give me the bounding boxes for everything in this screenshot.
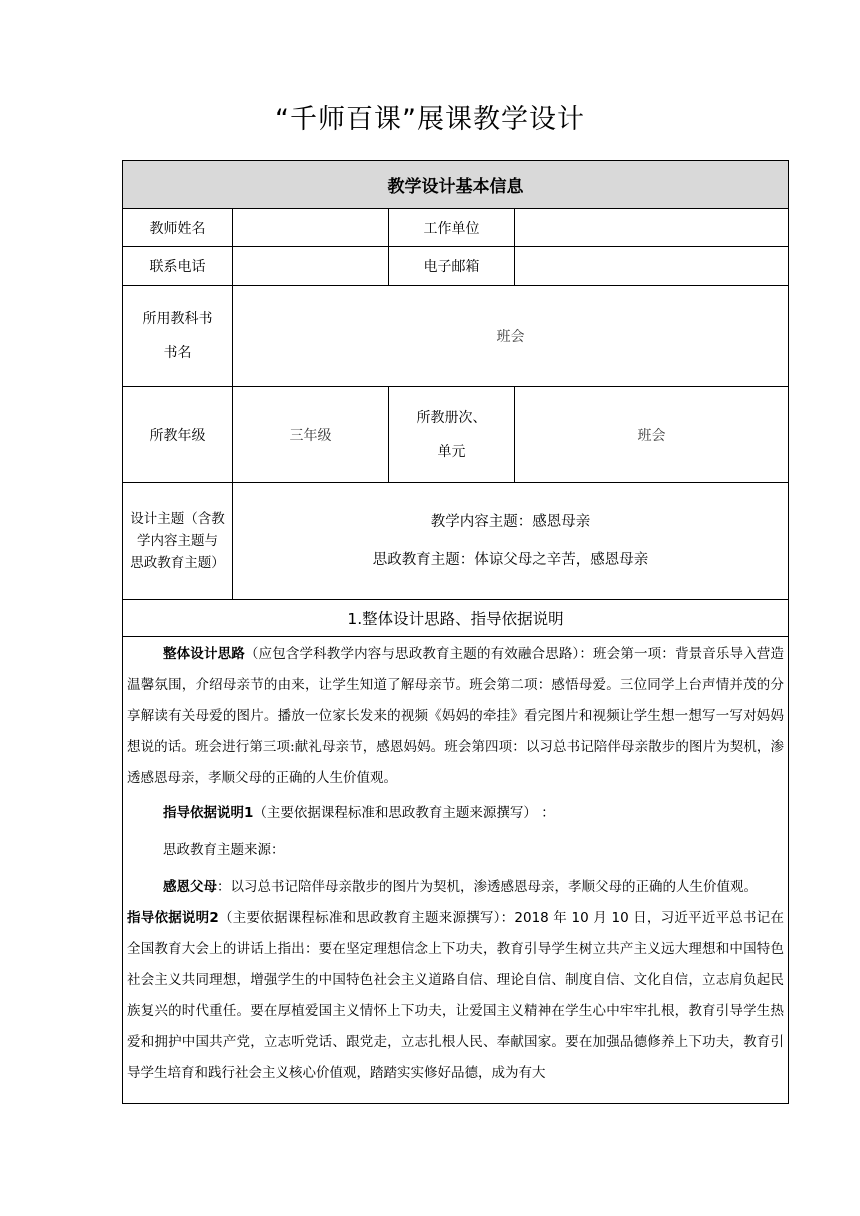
page-title: “千师百课”展课教学设计 [275, 104, 585, 135]
guidance-2-note: （主要依据课程标准和思政教育主题来源撰写） [218, 910, 501, 926]
design-theme-label-line-2: 学内容主题与 [137, 533, 218, 549]
design-theme-label [123, 483, 233, 600]
source-label-paragraph [127, 835, 784, 866]
teaching-content-theme: 教学内容主题：感恩母亲 [430, 514, 591, 530]
design-theme-value[interactable] [233, 483, 789, 600]
textbook-label [123, 286, 233, 387]
email-field[interactable] [515, 247, 789, 286]
textbook-label-line-1: 所用教科书 [142, 311, 213, 327]
gratitude-text: ：以习总书记陪伴母亲散步的图片为契机，渗透感恩母亲，孝顺父母的正确的人生价值观。 [217, 879, 757, 895]
section-1-title: 1.整体设计思路、指导依据说明 [123, 600, 789, 637]
overall-design-text: （应包含学科教学内容与思政教育主题的有效融合思路）：班会第一项：背景音乐导入营造温馨氛围，介绍母亲节的由来，让学生知道了解母亲节。班会第二项：感悟母爱。三位同学上台声情并茂的分享解读有关母爱的图片。播放一位家长发来的视频《妈妈的牵挂》看完图片和视频让学生想一想写一写对妈妈想说的话。班会进行第三项:献礼母亲节，感恩妈妈。班会第四项：以习总书记陪伴母亲散步的图片为契机，渗透感恩母亲，孝顺父母的正确的人生价值观。 [127, 646, 785, 786]
guidance-2-heading: 指导依据说明2 [127, 910, 219, 926]
grade-label: 所教年级 [123, 387, 233, 483]
work-unit-field[interactable] [515, 209, 789, 247]
guidance-1-paragraph [127, 798, 784, 829]
guidance-1-text: （主要依据课程标准和思政教育主题来源撰写） ： [253, 805, 555, 821]
gratitude-heading: 感恩父母 [163, 879, 217, 895]
volume-value[interactable]: 班会 [515, 387, 789, 483]
email-label: 电子邮箱 [389, 247, 515, 286]
volume-label-line-2: 单元 [437, 443, 466, 460]
phone-field[interactable] [233, 247, 389, 286]
overall-design-heading: 整体设计思路 [163, 646, 245, 662]
design-rationale-body[interactable] [123, 637, 789, 1104]
guidance-2-text: ：2018 年 10 月 10 日，习近平近平总书记在全国教育大会上的讲话上指出：要在坚定理想信念上下功夫，教育引导学生树立共产主义远大理想和中国特色社会主义共同理想，增强学生的中国特色社会主义道路自信、理论自信、制度自信、文化自信，立志肩负起民族复兴的时代重任。要在厚植爱国主义情怀上下功夫，让爱国主义精神在学生心中牢牢扎根，教育引导学生热爱和拥护中国共产党，立志听党话、跟党走，立志扎根人民、奉献国家。要在加强品德修养上下功夫，教育引导学生培育和践行社会主义核心价值观，踏踏实实修好品德，成为有大 [127, 910, 785, 1081]
grade-value[interactable]: 三年级 [233, 387, 389, 483]
gratitude-paragraph [127, 872, 784, 903]
textbook-value[interactable]: 班会 [233, 286, 789, 387]
work-unit-label: 工作单位 [389, 209, 515, 247]
source-label-text: 思政教育主题来源： [163, 842, 285, 858]
volume-label-line-1: 所教册次、 [416, 409, 487, 426]
teacher-name-field[interactable] [233, 209, 389, 247]
ideological-education-theme: 思政教育主题：体谅父母之辛苦，感恩母亲 [372, 552, 649, 568]
design-theme-label-line-1: 设计主题（含教 [130, 511, 225, 527]
teacher-name-label: 教师姓名 [123, 209, 233, 247]
guidance-2-paragraph [127, 903, 784, 1089]
teaching-design-info-table [122, 160, 789, 1104]
design-theme-label-line-3: 思政教育主题） [130, 555, 225, 571]
volume-label [389, 387, 515, 483]
overall-design-paragraph [127, 639, 784, 794]
guidance-1-heading: 指导依据说明1 [163, 805, 254, 821]
table-header: 教学设计基本信息 [123, 161, 789, 209]
phone-label: 联系电话 [123, 247, 233, 286]
textbook-label-line-2: 书名 [163, 345, 192, 361]
